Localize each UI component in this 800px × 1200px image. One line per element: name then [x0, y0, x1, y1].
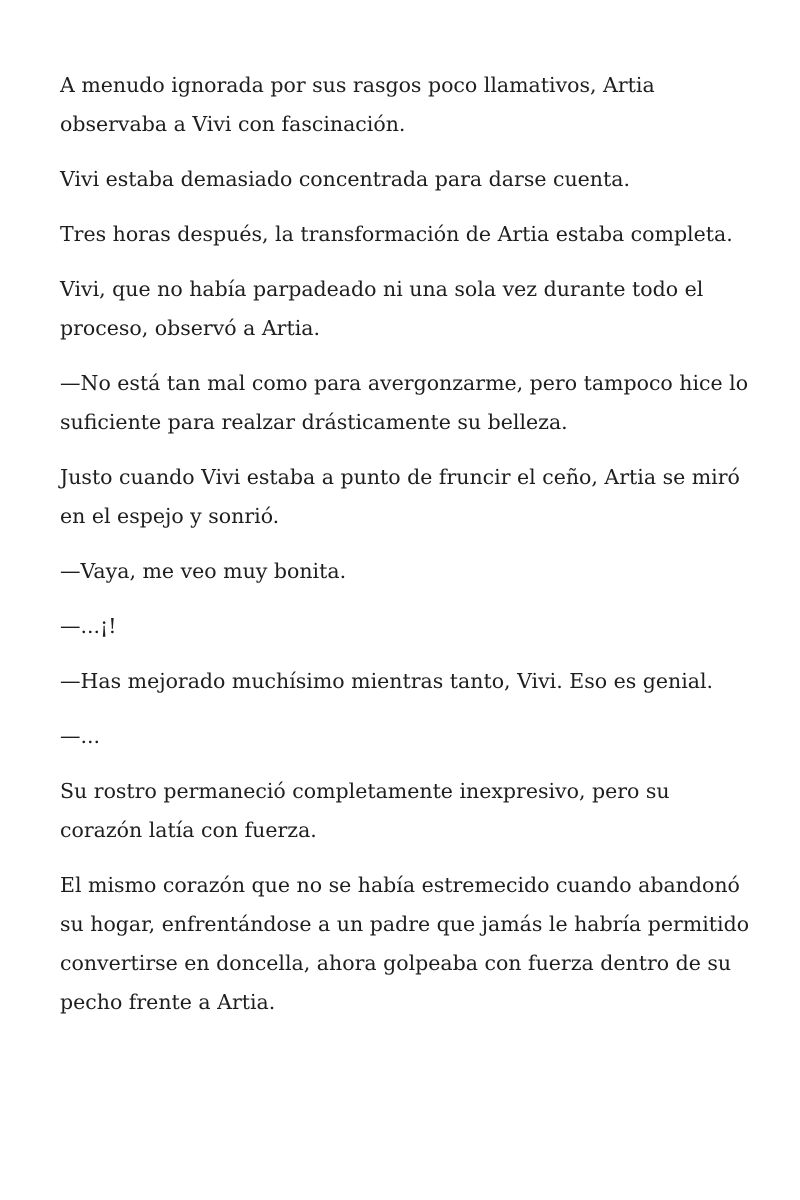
paragraph: Vivi estaba demasiado concentrada para darse cuenta.: [60, 167, 630, 191]
paragraph: —...¡!: [60, 614, 117, 638]
paragraph: El mismo corazón que no se había estremecido cuando abandonó su hogar, enfrentándose a un padre que jamás le habría permitido convertirse en doncella, ahora golpeaba con fuerza dentro de su pecho frente a Artia.: [60, 873, 750, 1014]
paragraph: Justo cuando Vivi estaba a punto de fruncir el ceño, Artia se miró en el espejo y sonrió.: [60, 465, 740, 528]
paragraph: —No está tan mal como para avergonzarme, pero tampoco hice lo suficiente para realzar drásticamente su belleza.: [60, 371, 749, 434]
document-body: [60, 66, 750, 1038]
paragraph: A menudo ignorada por sus rasgos poco llamativos, Artia observaba a Vivi con fascinación.: [60, 73, 655, 136]
paragraph: —Has mejorado muchísimo mientras tanto, Vivi. Eso es genial.: [60, 669, 714, 693]
paragraph: Su rostro permaneció completamente inexpresivo, pero su corazón latía con fuerza.: [60, 779, 670, 842]
paragraph: —Vaya, me veo muy bonita.: [60, 559, 347, 583]
paragraph: Vivi, que no había parpadeado ni una sola vez durante todo el proceso, observó a Artia.: [60, 277, 704, 340]
paragraph: Tres horas después, la transformación de Artia estaba completa.: [60, 222, 733, 246]
paragraph: —...: [60, 724, 101, 748]
